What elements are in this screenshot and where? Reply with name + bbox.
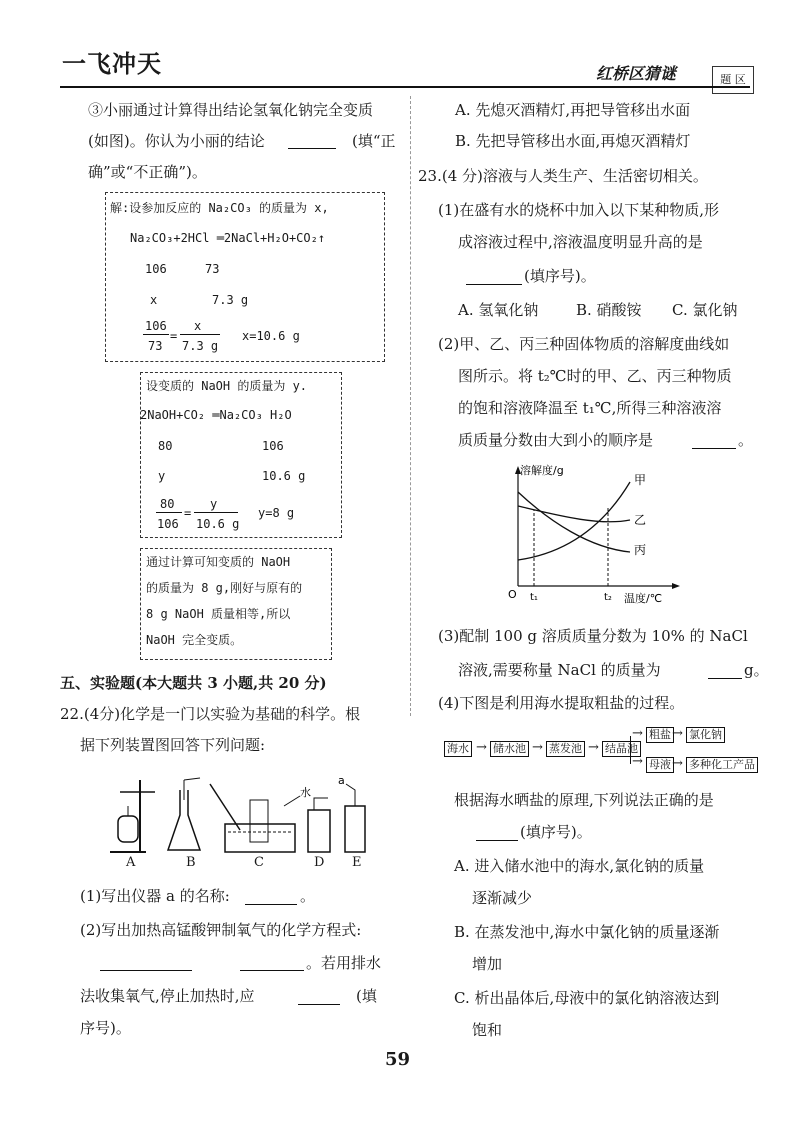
flow-arrow-2: → xyxy=(532,740,543,755)
q22-1-end: 。 xyxy=(300,887,316,905)
q22-2d: (填 xyxy=(356,987,377,1005)
q22-2: (2)写出加热高锰酸钾制氧气的化学方程式: xyxy=(80,921,362,939)
box1-line1: 解:设参加反应的 Na₂CO₃ 的质量为 x, xyxy=(110,201,329,215)
flow-arrow-4: → xyxy=(632,726,643,741)
flow-arrow-3: → xyxy=(588,740,599,755)
apparatus-label-b: B xyxy=(186,855,196,870)
box2-mass-a: 80 xyxy=(158,439,173,453)
q22-2e: 序号)。 xyxy=(80,1019,131,1037)
q23-4-blank[interactable] xyxy=(476,840,518,841)
option-a: A. 先熄灭酒精灯,再把导管移出水面 xyxy=(455,101,691,119)
apparatus-b xyxy=(168,778,200,850)
q23-heading: 23.(4 分)溶液与人类生产、生活密切相关。 xyxy=(418,167,708,185)
legend-bing: 丙 xyxy=(634,543,647,557)
q23-4-heading: (4)下图是利用海水提取粗盐的过程。 xyxy=(438,694,685,712)
chart-t2: t₂ xyxy=(604,592,612,603)
a-label: a xyxy=(338,774,345,787)
q23-4-line2: (填序号)。 xyxy=(520,823,592,841)
flow-arrow-5: → xyxy=(632,754,643,769)
q23-4-opt-b1: B. 在蒸发池中,海水中氯化钠的质量逐渐 xyxy=(454,923,720,941)
box3-line1: 通过计算可知变质的 NaOH xyxy=(146,555,291,569)
box1-result: x=10.6 g xyxy=(242,329,300,343)
flow-mother-liquor: 母液 xyxy=(646,757,674,773)
box2-frac2-den: 10.6 g xyxy=(196,517,240,531)
box1-73g: 7.3 g xyxy=(212,293,249,307)
chart-t1: t₁ xyxy=(530,592,538,603)
q22-1: (1)写出仪器 a 的名称: xyxy=(80,887,230,905)
legend-jia: 甲 xyxy=(634,473,647,487)
q22-2b: 。若用排水 xyxy=(306,954,382,972)
q22-line2: 据下列装置图回答下列问题: xyxy=(80,736,266,754)
section-5-heading: 五、实验题(本大题共 3 小题,共 20 分) xyxy=(60,674,327,692)
q23-3-end: g。 xyxy=(744,661,769,679)
box1-frac1-bar xyxy=(143,334,169,335)
q22-2-blank1[interactable] xyxy=(100,970,192,971)
box1-frac2-bar xyxy=(180,334,220,335)
q22-line1: 22.(4分)化学是一门以实验为基础的科学。根 xyxy=(60,705,361,723)
box1-equation: Na₂CO₃+2HCl ═2NaCl+H₂O+CO₂↑ xyxy=(130,231,326,245)
q23-4-opt-a1: A. 进入储水池中的海水,氯化钠的质量 xyxy=(454,857,705,875)
flow-crude-salt: 粗盐 xyxy=(646,727,674,743)
page-number: 59 xyxy=(385,1049,411,1070)
flow-evaporation-pool: 蒸发池 xyxy=(546,741,585,757)
box2-frac2-bar xyxy=(194,512,238,513)
chart-origin: O xyxy=(508,588,517,601)
q23-1-opt-b: B. 硝酸铵 xyxy=(576,301,642,319)
box1-frac2-den: 7.3 g xyxy=(182,339,219,353)
box1-mass-a: 106 xyxy=(145,262,167,276)
q23-4-opt-a2: 逐渐减少 xyxy=(472,889,533,907)
solubility-chart xyxy=(500,462,700,612)
box1-frac1-num: 106 xyxy=(145,319,167,333)
flow-arrow-1: → xyxy=(476,740,487,755)
box2-mass-b: 106 xyxy=(262,439,284,453)
apparatus-e xyxy=(338,774,365,852)
box3-line2: 的质量为 8 g,刚好与原有的 xyxy=(146,581,303,595)
q23-3-line2: 溶液,需要称量 NaCl 的质量为 xyxy=(458,661,661,679)
q23-2-line2: 图所示。将 t₂℃时的甲、乙、丙三种物质 xyxy=(458,367,732,385)
q22-1-blank[interactable] xyxy=(245,904,297,905)
box2-frac1-bar xyxy=(156,512,182,513)
q3-line1: ③小丽通过计算得出结论氢氧化钠完全变质 xyxy=(88,101,374,119)
box2-frac1-den: 106 xyxy=(157,517,179,531)
box1-frac1-den: 73 xyxy=(148,339,163,353)
apparatus-label-a: A xyxy=(126,855,136,870)
q23-1-line2: 成溶液过程中,溶液温度明显升高的是 xyxy=(458,233,703,251)
box3-line3: 8 g NaOH 质量相等,所以 xyxy=(146,607,291,621)
flow-sea-water: 海水 xyxy=(444,741,472,757)
x-arrow xyxy=(672,583,680,589)
q23-2-end: 。 xyxy=(738,431,754,449)
flow-crystallization-pool: 结晶池 xyxy=(602,741,641,757)
brand-title: 一飞冲天 xyxy=(62,49,162,78)
q23-4-opt-b2: 增加 xyxy=(472,955,503,973)
box2-result: y=8 g xyxy=(258,506,295,520)
flow-storage-pool: 储水池 xyxy=(490,741,529,757)
apparatus-a xyxy=(110,780,155,852)
flow-chemical-products: 多种化工产品 xyxy=(686,757,758,773)
q3-line2: (如图)。你认为小丽的结论 xyxy=(88,132,265,150)
curve-jia xyxy=(518,482,630,560)
box2-equation: 2NaOH+CO₂ ═Na₂CO₃ H₂O xyxy=(140,408,292,422)
box3-line4: NaOH 完全变质。 xyxy=(146,633,243,647)
q23-1-blank[interactable] xyxy=(466,284,522,285)
q23-2-line3: 的饱和溶液降温至 t₁℃,所得三种溶液溶 xyxy=(458,399,722,417)
q22-2c: 法收集氧气,停止加热时,应 xyxy=(80,987,255,1005)
q23-1-line3: (填序号)。 xyxy=(524,267,596,285)
q22-2-blank3[interactable] xyxy=(298,1004,340,1005)
q3-line2b: (填“正 xyxy=(352,132,396,150)
box1-mass-b: 73 xyxy=(205,262,220,276)
header-ribbon: 红桥区猜谜 xyxy=(596,64,677,83)
box2-frac1-num: 80 xyxy=(160,497,175,511)
apparatus-label-c: C xyxy=(254,855,264,870)
q23-1-opt-c: C. 氯化钠 xyxy=(672,301,738,319)
flow-arrow-6: → xyxy=(672,726,683,741)
q23-4-opt-c2: 饱和 xyxy=(472,1021,503,1039)
apparatus-c xyxy=(210,784,311,852)
apparatus-figure xyxy=(100,770,380,870)
chart-xlabel: 温度/℃ xyxy=(624,592,663,605)
q23-4-line1: 根据海水晒盐的原理,下列说法正确的是 xyxy=(454,791,714,809)
chart-ylabel: 溶解度/g xyxy=(520,464,564,477)
box1-equals: = xyxy=(170,329,178,343)
q23-1-opt-a: A. 氢氧化钠 xyxy=(458,301,539,319)
q23-1-line1: (1)在盛有水的烧杯中加入以下某种物质,形 xyxy=(438,201,720,219)
header-stamp: 题 区 xyxy=(712,66,754,94)
box2-y: y xyxy=(158,469,166,483)
q23-3-blank[interactable] xyxy=(708,678,742,679)
box2-106g: 10.6 g xyxy=(262,469,306,483)
q23-4-opt-c1: C. 析出晶体后,母液中的氯化钠溶液达到 xyxy=(454,989,720,1007)
q22-2-blank2[interactable] xyxy=(240,970,304,971)
apparatus-label-e: E xyxy=(352,855,362,870)
flow-arrow-7: → xyxy=(672,756,683,771)
option-b: B. 先把导管移出水面,再熄灭酒精灯 xyxy=(455,132,691,150)
box1-frac2-num: x xyxy=(194,319,202,333)
header-rule xyxy=(60,86,750,88)
box2-equals: = xyxy=(184,506,192,520)
q23-2-line1: (2)甲、乙、丙三种固体物质的溶解度曲线如 xyxy=(438,335,730,353)
box2-frac2-num: y xyxy=(210,497,218,511)
q3-line3: 确”或“不正确”)。 xyxy=(88,163,207,181)
q3-answer-blank[interactable] xyxy=(288,148,336,149)
q23-3-line1: (3)配制 100 g 溶质质量分数为 10% 的 NaCl xyxy=(438,627,748,645)
curve-yi xyxy=(518,506,630,522)
legend-yi: 乙 xyxy=(634,513,647,527)
flow-sodium-chloride: 氯化钠 xyxy=(686,727,725,743)
box1-x: x xyxy=(150,293,158,307)
q23-2-blank[interactable] xyxy=(692,448,736,449)
box2-line1: 设变质的 NaOH 的质量为 y. xyxy=(146,379,308,393)
column-divider xyxy=(410,96,412,716)
q23-2-line4: 质质量分数由大到小的顺序是 xyxy=(458,431,654,449)
apparatus-d xyxy=(308,798,330,852)
apparatus-label-d: D xyxy=(314,855,325,870)
water-label: 水 xyxy=(300,786,311,799)
